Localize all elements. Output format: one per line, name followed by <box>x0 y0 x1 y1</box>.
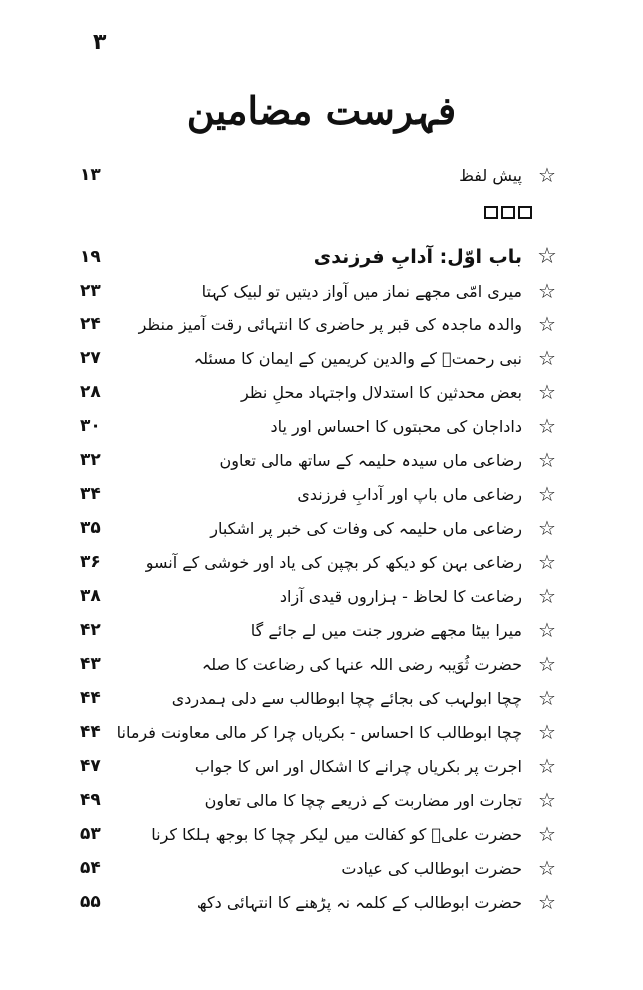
toc-entry <box>80 411 558 441</box>
star-icon: ☆ <box>538 448 556 472</box>
toc-entry <box>80 615 558 645</box>
square-icon <box>518 206 532 219</box>
star-icon: ☆ <box>538 312 556 336</box>
toc-entry-label: حضرت ثُوَیبہ رضی اللہ عنہا کی رضاعت کا صلہ <box>201 654 522 674</box>
toc-chapter-heading <box>80 242 558 272</box>
toc-entry-label: حضرت ابوطالب کے کلمہ نہ پڑھنے کا انتہائی دکھ <box>196 892 522 912</box>
toc-entry-label: پیش لفظ <box>459 165 522 185</box>
star-icon: ☆ <box>538 686 556 710</box>
toc-entry-label: رضاعی بہن کو دیکھ کر بچپن کی یاد اور خوشی کے آنسو <box>145 552 522 572</box>
toc-entry-label: رضاعی ماں سیدہ حلیمہ کے ساتھ مالی تعاون <box>219 450 522 470</box>
star-icon: ☆ <box>538 754 556 778</box>
toc-entry <box>80 581 558 611</box>
toc-entry <box>80 445 558 475</box>
toc-page-number: ۴۴ <box>80 722 101 742</box>
toc-entry <box>80 785 558 815</box>
star-icon: ☆ <box>538 720 556 744</box>
toc-page-number: ۲۳ <box>80 281 101 301</box>
toc-page-number: ۵۴ <box>80 858 101 878</box>
toc-entry-label: اجرت پر بکریاں چرانے کا اشکال اور اس کا جواب <box>194 756 522 776</box>
toc-entry-label: چچا ابوطالب کا احساس - بکریاں چرا کر مالی معاونت فرمانا <box>116 722 522 742</box>
star-icon: ☆ <box>538 856 556 880</box>
toc-entry <box>80 343 558 373</box>
toc-entry <box>80 751 558 781</box>
toc-page-number: ۲۷ <box>80 348 101 368</box>
square-icon <box>484 206 498 219</box>
toc-entry <box>80 513 558 543</box>
section-divider-boxes <box>484 206 532 219</box>
toc-entry <box>80 377 558 407</box>
star-icon: ☆ <box>538 380 556 404</box>
star-icon: ☆ <box>538 822 556 846</box>
toc-page-number: ۴۳ <box>80 654 101 674</box>
toc-page-number: ۱۹ <box>80 247 101 267</box>
toc-entry <box>80 547 558 577</box>
toc-entry <box>80 479 558 509</box>
toc-entry-label: باب اوّل: آدابِ فرزندی <box>313 246 522 268</box>
star-icon: ☆ <box>538 346 556 370</box>
toc-page-number: ۲۴ <box>80 314 101 334</box>
toc-entry <box>80 717 558 747</box>
page-number: ۳ <box>93 30 107 55</box>
toc-page-number: ۳۵ <box>80 518 101 538</box>
star-icon: ☆ <box>538 414 556 438</box>
page-title: فہرست مضامین <box>186 88 457 133</box>
toc-page-number: ۴۲ <box>80 620 101 640</box>
star-icon: ☆ <box>538 163 556 187</box>
toc-entry-label: میری امّی مجھے نماز میں آواز دیتیں تو لبیک کہتا <box>201 281 522 301</box>
toc-entry <box>80 683 558 713</box>
toc-page-number: ۵۳ <box>80 824 101 844</box>
toc-entry-label: چچا ابولہب کی بجائے چچا ابوطالب سے دلی ہمدردی <box>171 688 522 708</box>
star-icon: ☆ <box>538 788 556 812</box>
toc-page-number: ۳۴ <box>80 484 101 504</box>
toc-entry <box>80 887 558 917</box>
star-icon: ☆ <box>538 516 556 540</box>
star-icon: ☆ <box>538 890 556 914</box>
toc-entry-label: رضاعت کا لحاظ - ہزاروں قیدی آزاد <box>279 586 522 606</box>
star-icon: ☆ <box>538 482 556 506</box>
toc-entry <box>80 276 558 306</box>
toc-entry-label: نبی رحمتؐ کے والدین کریمین کے ایمان کا مسئلہ <box>193 348 522 368</box>
toc-entry-label: داداجان کی محبتوں کا احساس اور یاد <box>270 416 522 436</box>
toc-entry-label: رضاعی ماں باپ اور آدابِ فرزندی <box>297 484 522 504</box>
toc-page-number: ۵۵ <box>80 892 101 912</box>
square-icon <box>501 206 515 219</box>
toc-entry-label: تجارت اور مضاربت کے ذریعے چچا کا مالی تعاون <box>204 790 522 810</box>
toc-page-number: ۳۸ <box>80 586 101 606</box>
toc-page-number: ۴۴ <box>80 688 101 708</box>
toc-page-number: ۳۰ <box>80 416 101 436</box>
toc-entry-label: والدہ ماجدہ کی قبر پر حاضری کا انتہائی رقت آمیز منظر <box>138 314 522 334</box>
toc-entry-label: رضاعی ماں حلیمہ کی وفات کی خبر پر اشکبار <box>210 518 522 538</box>
toc-page-number: ۱۳ <box>80 165 101 185</box>
toc-entry <box>80 853 558 883</box>
toc-page-number: ۲۸ <box>80 382 101 402</box>
toc-entry <box>80 309 558 339</box>
toc-page-number: ۳۶ <box>80 552 101 572</box>
star-icon: ☆ <box>538 652 556 676</box>
star-icon: ☆ <box>538 279 556 303</box>
toc-page-number: ۴۹ <box>80 790 101 810</box>
toc-page-number: ۳۲ <box>80 450 101 470</box>
toc-entry-label: میرا بیٹا مجھے ضرور جنت میں لے جائے گا <box>250 620 522 640</box>
toc-entry-label: حضرت علیؓ کو کفالت میں لیکر چچا کا بوجھ ہلکا کرنا <box>151 824 522 844</box>
toc-page-number: ۴۷ <box>80 756 101 776</box>
toc-entry <box>80 819 558 849</box>
star-icon: ☆ <box>538 550 556 574</box>
toc-entry-label: بعض محدثین کا استدلال واجتہاد محلِ نظر <box>240 382 522 402</box>
toc-entry <box>80 649 558 679</box>
star-icon: ☆ <box>538 618 556 642</box>
star-icon: ☆ <box>537 244 557 269</box>
star-icon: ☆ <box>538 584 556 608</box>
toc-entry-label: حضرت ابوطالب کی عیادت <box>341 858 522 878</box>
toc-entry <box>80 160 558 190</box>
